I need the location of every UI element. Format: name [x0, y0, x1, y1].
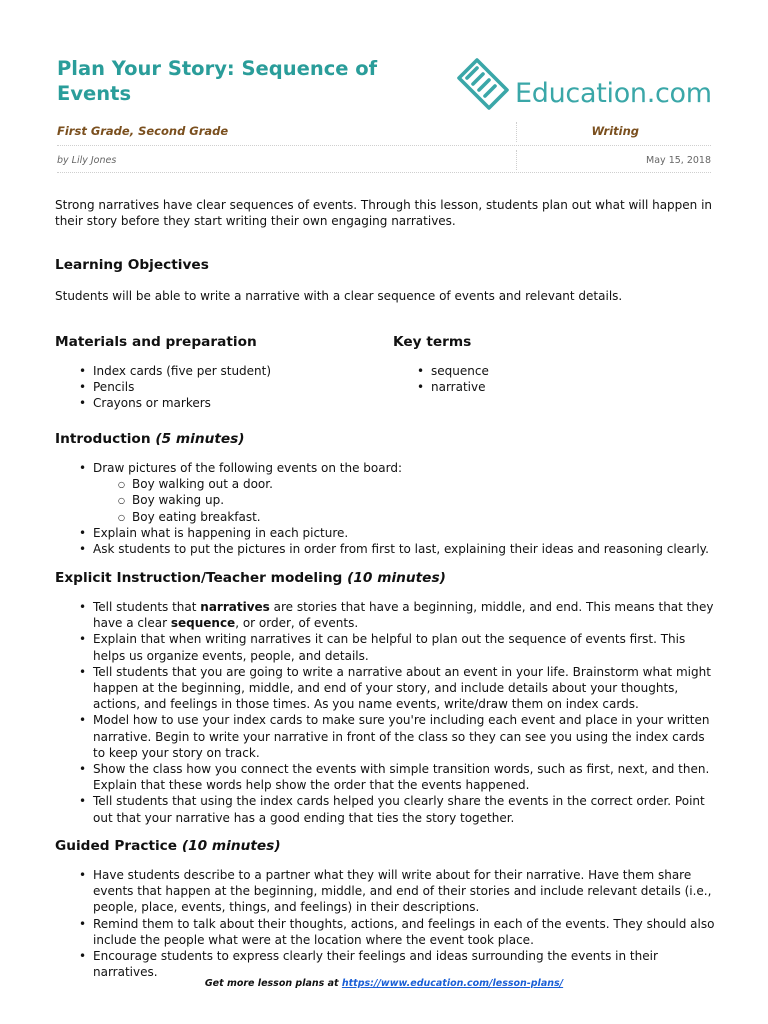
materials-and-terms — [55, 333, 715, 423]
heading-text: Introduction — [55, 431, 151, 447]
list-item: • Encourage students to express clearly their feelings and ideas surrounding the events in their narratives. — [93, 948, 715, 980]
footer — [0, 978, 768, 989]
sub-list-item: ○ Boy eating breakfast. — [132, 509, 715, 525]
publish-date: May 15, 2018 — [646, 154, 711, 166]
list-item: • narrative — [431, 379, 693, 395]
section-heading: Materials and preparation — [55, 334, 257, 350]
text-run: Tell students that — [93, 600, 201, 614]
introduction-list — [55, 460, 715, 557]
divider — [57, 172, 711, 173]
list-item: • Show the class how you connect the events with simple transition words, such as first, next, and then. Explain that these words help show the order that the events happened. — [93, 761, 715, 793]
sub-list-item: ○ Boy waking up. — [132, 492, 715, 508]
list-item: • sequence — [431, 363, 693, 379]
key-terms-section — [393, 333, 693, 395]
heading-duration: (10 minutes) — [347, 570, 446, 586]
section-heading — [55, 569, 715, 587]
heading-duration: (5 minutes) — [155, 431, 245, 447]
list-item: • Have students describe to a partner what they will write about for their narrative. Have them share events that happen at the beginning, middle, and end of their stories and include relevant details (i.e., people, place, events, things, and feelings) in their descriptions. — [93, 867, 715, 916]
list-item: • Crayons or markers — [93, 395, 385, 411]
author: by Lily Jones — [57, 154, 117, 166]
section-heading: Learning Objectives — [55, 257, 209, 273]
grade-subject-row — [57, 119, 711, 143]
key-terms-list — [393, 363, 693, 395]
list-item: • Remind them to talk about their thoughts, actions, and feelings in each of the events. They should also include the people what were at the location where the event took place. — [93, 916, 715, 948]
guided-practice-section — [55, 837, 715, 980]
sub-list — [93, 476, 715, 525]
intro-paragraph — [55, 197, 715, 229]
term-narratives: narratives — [200, 600, 270, 614]
explicit-instruction-section — [55, 569, 715, 826]
footer-text: Get more lesson plans at — [204, 978, 342, 989]
list-item: • Tell students that using the index cards helped you clearly share the events in the correct order. Point out that your narrative has a good ending that ties the story together. — [93, 793, 715, 825]
list-item-text: Draw pictures of the following events on the board: — [93, 461, 402, 475]
divider — [57, 145, 711, 146]
section-heading — [55, 837, 715, 855]
list-item: • Index cards (five per student) — [93, 363, 385, 379]
logo-text: Education.com — [515, 77, 712, 109]
guided-practice-list — [55, 867, 715, 980]
author-date-row — [57, 148, 711, 172]
list-item: • Model how to use your index cards to make sure you're including each event and place in your written narrative. Begin to write your narrative in front of the class so they can see you using the index cards to keep your story on track. — [93, 712, 715, 761]
intro-text: Strong narratives have clear sequences of events. Through this lesson, students plan out what will happen in their story before they start writing their own engaging narratives. — [55, 198, 713, 229]
divider — [516, 150, 517, 170]
term-sequence: sequence — [170, 616, 236, 631]
heading-text: Guided Practice — [55, 838, 178, 854]
list-item — [93, 599, 715, 631]
education-com-logo-icon — [455, 56, 513, 112]
section-heading: Key terms — [393, 334, 472, 350]
sub-list-item: ○ Boy walking out a door. — [132, 476, 715, 492]
introduction-section — [55, 430, 715, 557]
materials-list — [55, 363, 385, 412]
objective-text: Students will be able to write a narrative with a clear sequence of events and relevant details. — [55, 289, 623, 303]
heading-duration: (10 minutes) — [181, 838, 281, 854]
list-item: • Ask students to put the pictures in order from first to last, explaining their ideas and reasoning clearly. — [93, 541, 715, 557]
list-item: • Explain what is happening in each picture. — [93, 525, 715, 541]
list-item — [93, 460, 715, 525]
text-run: are stories that have a beginning, middle, and end. This means that they have a clear — [93, 600, 714, 631]
page-title: Plan Your Story: Sequence of Events — [57, 57, 378, 105]
list-item: • Pencils — [93, 379, 385, 395]
grade-level: First Grade, Second Grade — [57, 124, 229, 138]
subject: Writing — [591, 124, 639, 138]
section-heading — [55, 430, 715, 448]
explicit-instruction-list — [55, 599, 715, 826]
education-logo[interactable] — [455, 56, 715, 112]
text-run: , or order, of events. — [235, 616, 359, 631]
materials-section — [55, 333, 385, 412]
list-item: • Tell students that you are going to write a narrative about an event in your life. Brainstorm what might happen at the beginning, middle, and end of your story, and include details about your thoughts, actions, and feelings in those times. As you name events, write/draw them on index cards. — [93, 664, 715, 713]
list-item: • Explain that when writing narratives it can be helpful to plan out the sequence of events first. This helps us organize events, people, and details. — [93, 631, 715, 663]
learning-objectives-section — [55, 256, 715, 304]
divider — [516, 122, 517, 142]
heading-text: Explicit Instruction/Teacher modeling — [55, 570, 343, 586]
lesson-plans-link[interactable]: https://www.education.com/lesson-plans/ — [341, 978, 564, 989]
